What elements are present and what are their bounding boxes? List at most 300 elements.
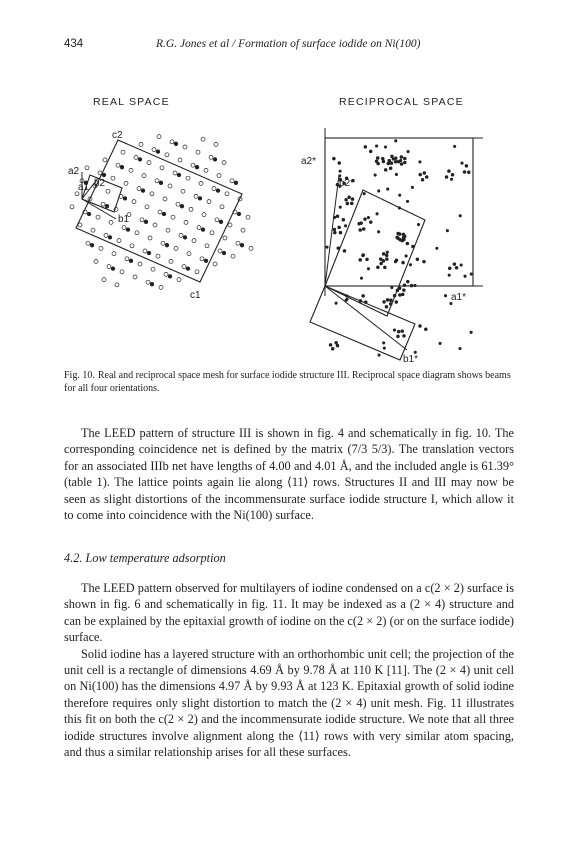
beam-spot [385,258,388,261]
beam-spot [383,347,385,349]
beam-spot [333,231,336,234]
beam-spot [333,228,336,231]
lattice-point [201,137,205,141]
lattice-point [225,192,229,196]
beam-spot [339,170,341,172]
beam-spot [339,231,342,234]
iodine-atom [129,259,133,263]
beam-spot [421,178,424,181]
beam-spot [387,188,389,190]
beam-spot [346,298,348,300]
lattice-point [241,228,245,232]
iodine-atom [174,142,178,146]
beam-spot [405,255,407,257]
real-space-title: REAL SPACE [93,96,170,108]
beam-spot [450,178,452,180]
lattice-point [142,174,146,178]
beam-spot [402,261,405,264]
beam-spot [369,221,372,224]
iodine-atom [201,228,205,232]
lattice-point [179,233,183,237]
beam-spot [406,242,409,245]
beam-spot [393,329,395,331]
beam-spot [376,157,379,160]
lattice-point [140,218,144,222]
beam-spot [459,347,461,349]
beam-spot [406,200,408,202]
label-b1: b1 [118,214,130,225]
beam-spot [417,223,419,225]
lattice-point [182,265,186,269]
beam-spot [403,334,406,337]
paragraph-solid-iodine: Solid iodine has a layered structure with an orthorhombic unit cell; the projection of the unit cell is a rectangle of dimensions 4.69 Å by 9.78 Å at 110 K [11]. The (2 × 4) unit cell on Ni(100) has the dimensions 4.97 Å by 9.93 Å at 123 K. Epitaxial growth of solid iodine therefore requires only slight distortion to match the (2 × 4) unit mesh. Fig. 11 illustrates this fit on both the c(2 × 2) and the incommensurate iodide structure. We note that all three iodide structures involve alignment along the ⟨11⟩ rows with very similar atom spacing, and thus a similar relationship arises for all these surfaces. [64,646,514,760]
beam-spot [391,286,393,288]
lattice-point [218,249,222,253]
iodine-atom [195,165,199,169]
beam-spot [350,202,353,205]
beam-spot [362,228,365,231]
figure-caption [64,369,514,395]
iodine-atom [180,204,184,208]
lattice-point [220,205,224,209]
lattice-point [91,228,95,232]
beam-spot [444,295,446,297]
beam-spot [464,275,466,277]
beam-spot [401,293,404,296]
beam-spot [378,354,380,356]
lattice-point [116,163,120,167]
beam-spot [376,266,379,269]
body-section-2 [64,580,514,760]
lattice-point [101,202,105,206]
beam-spot [374,174,376,176]
lattice-point [159,285,163,289]
beam-spot [395,173,397,175]
beam-spot [380,262,383,265]
beam-spot [397,237,400,240]
beam-spot [406,280,409,283]
lattice-point [107,265,111,269]
lattice-point [186,176,190,180]
lattice-point [148,236,152,240]
lattice-point [147,161,151,165]
beam-spot [346,202,349,205]
beam-spot [335,341,338,344]
iodine-atom [186,267,190,271]
beam-spot [470,273,472,275]
beam-spot [460,264,462,266]
lattice-point [214,142,218,146]
beam-spot [383,266,386,269]
real-space-diagram [70,120,260,300]
beam-spot [367,268,369,270]
lattice-point [236,241,240,245]
label-a1-star: a1* [451,292,467,303]
beam-spot [394,261,396,263]
beam-spot [383,300,386,303]
beam-spot [360,222,363,225]
beam-spot [467,171,470,174]
lattice-point [111,176,115,180]
iodine-atom [108,236,112,240]
lattice-point [157,135,161,139]
beam-spot [332,157,335,160]
beam-spot [453,263,456,266]
page-number: 434 [64,38,84,50]
beam-spot [455,266,458,269]
iodine-atom [126,228,130,232]
beam-spot [448,170,451,173]
beam-spot [345,198,348,201]
lattice-point [143,249,147,253]
iodine-atom [138,158,142,162]
lattice-point [196,150,200,154]
beam-spot [463,171,466,174]
beam-spot [461,162,463,164]
section-heading: 4.2. Low temperature adsorption [64,551,226,565]
paragraph-structure-iii: The LEED pattern of structure III is shown in fig. 4 and schematically in fig. 10. The corresponding coincidence net is defined by the matrix (7/3 5/3). The translation vectors for an associated IIIb net have lengths of 4.00 and 4.01 Å, and the included angle is 61.39° (table 1). The lattice points again lie along ⟨11⟩ rows. Structures II and III may now be seen as slight distortions of the incommensurate surface iodide structure I, which allow it to come into coincidence with the Ni(100) surface. [64,426,514,523]
paragraph-leed-multilayer: The LEED pattern observed for multilayers of iodine condensed on a c(2 × 2) surface is shown in fig. 6 and schematically in fig. 11. It may be indexed as a (2 × 4) structure and can be explained by the epitaxial growth of iodine on the c(2 × 2) (or on the surface iodide) surface. [64,581,514,645]
iodine-atom [147,251,151,255]
beam-spot [401,239,404,242]
lattice-point [150,192,154,196]
beam-spot [342,218,345,221]
beam-spot [381,157,384,160]
beam-spot [419,173,422,176]
label-a2: a2 [68,166,80,177]
lattice-point [94,259,98,263]
lattice-point [215,218,219,222]
beam-spot [402,289,405,292]
beam-spot [351,198,354,201]
beam-spot [331,347,334,350]
beam-spot [424,328,427,331]
beam-spot [401,330,404,333]
iodine-atom [204,259,208,263]
beam-spot [362,254,364,256]
beam-spot [391,155,394,158]
beam-spot [375,160,378,163]
beam-spot [348,196,351,199]
beam-spot [364,218,367,221]
iodine-atom [123,197,127,201]
beam-spot [400,156,403,159]
lattice-point [161,241,165,245]
iodine-atom [144,220,148,224]
beam-spot [362,295,365,298]
beam-spot [445,176,448,179]
caption-text: Real and reciprocal space mesh for surface iodide structure III. Reciprocal space diagram shows beams for all four orientations. [64,370,511,394]
iodine-atom [111,267,115,271]
lattice-point [183,145,187,149]
beam-spot [446,229,448,231]
iodine-atom [150,282,154,286]
beam-spot [378,190,380,192]
lattice-point [249,246,253,250]
beam-spot [436,247,438,249]
beam-spot [375,145,377,147]
lattice-point [223,236,227,240]
lattice-point [174,246,178,250]
page-header [64,38,514,54]
beam-spot [376,213,378,215]
lattice-point [178,158,182,162]
lattice-point [115,283,119,287]
lattice-point [199,181,203,185]
beam-spot [363,192,365,194]
lattice-point [205,244,209,248]
beam-spot [459,215,461,217]
beam-spot [389,299,392,302]
beam-spot [399,194,401,196]
lattice-point [170,140,174,144]
lattice-point [230,179,234,183]
lattice-point [156,254,160,258]
beam-spot [425,176,428,179]
lattice-point [189,207,193,211]
caption-number: Fig. 10. [64,370,95,381]
beam-spot [392,158,394,160]
lattice-point [212,187,216,191]
label-c1: c1 [190,290,201,301]
beam-spot [364,145,367,148]
lattice-point [246,215,250,219]
beam-spot [343,249,346,252]
beam-spot [387,162,390,165]
iodine-atom [213,158,217,162]
lattice-point [163,197,167,201]
iodine-atom [162,212,166,216]
beam-spot [369,150,372,153]
lattice-point [209,155,213,159]
beam-spot [359,258,362,261]
beam-spot [451,173,454,176]
iodine-atom [183,236,187,240]
beam-spot [385,305,388,308]
lattice-point [86,241,90,245]
iodine-atom [141,189,145,193]
lattice-point [164,272,168,276]
lattice-point [120,270,124,274]
beam-spot [397,330,400,333]
lattice-point [153,223,157,227]
iodine-atom [168,275,172,279]
beam-spot [395,140,397,142]
reciprocal-beam-spots [326,140,473,357]
iodine-atom [90,243,94,247]
lattice-point [96,215,100,219]
lattice-point [187,252,191,256]
beam-spot [390,162,393,165]
iodine-atom [219,220,223,224]
beam-spot [336,344,339,347]
beam-spot [339,206,341,208]
lattice-point [135,231,139,235]
real-lattice-points [70,135,253,290]
beam-spot [394,160,397,163]
lattice-point [122,226,126,230]
lattice-point [200,257,204,261]
beam-spot [403,235,406,238]
beam-spot [382,259,385,262]
lattice-point [194,194,198,198]
lattice-point [99,246,103,250]
lattice-point [213,262,217,266]
beam-spot [388,159,391,162]
beam-spot [419,325,422,328]
beam-spot [384,146,386,148]
lattice-point [155,179,159,183]
label-b2-star: b2* [339,178,355,189]
lattice-point [166,228,170,232]
iodine-atom [216,189,220,193]
lattice-point [197,226,201,230]
reciprocal-space-title: RECIPROCAL SPACE [339,96,464,108]
reciprocal-space-diagram [295,120,495,368]
lattice-point [158,210,162,214]
beam-spot [344,225,346,227]
lattice-point [151,267,155,271]
beam-spot [423,172,426,175]
lattice-point [109,220,113,224]
body-section-1 [64,425,514,523]
lattice-point [195,270,199,274]
beam-spot [366,258,369,261]
beam-spot [439,342,441,344]
beam-spot [385,254,388,257]
beam-spot [338,226,341,229]
beam-spot [386,251,388,253]
lattice-point [231,254,235,258]
lattice-point [204,168,208,172]
beam-spot [384,169,387,172]
beam-spot [403,161,406,164]
lattice-point [192,239,196,243]
lattice-point [104,233,108,237]
beam-spot [395,301,398,304]
lattice-point [228,223,232,227]
iodine-atom [102,173,106,177]
label-c2: c2 [112,130,123,141]
lattice-point [112,252,116,256]
beam-spot [448,267,451,270]
lattice-point [106,189,110,193]
lattice-point [125,257,129,261]
lattice-point [217,174,221,178]
beam-spot [397,335,400,338]
lattice-point [184,220,188,224]
iodine-atom [177,173,181,177]
label-b2: b2 [94,178,106,189]
beam-spot [453,145,455,147]
iodine-atom [159,181,163,185]
beam-spot [335,302,337,304]
lattice-point [85,166,89,170]
beam-spot [382,342,384,344]
lattice-point [129,168,133,172]
label-a2-star: a2* [301,156,317,167]
label-b1-star: b1* [403,354,419,365]
lattice-point [222,161,226,165]
beam-spot [329,343,332,346]
iodine-atom [237,212,241,216]
beam-spot [382,160,385,163]
beam-spot [448,274,450,276]
lattice-point [124,181,128,185]
beam-spot [386,298,389,301]
beam-spot [409,264,411,266]
lattice-point [139,142,143,146]
lattice-point [177,278,181,282]
beam-spot [367,216,369,218]
lattice-point [168,184,172,188]
lattice-point [171,215,175,219]
lattice-point [181,189,185,193]
lattice-point [146,280,150,284]
iodine-atom [165,243,169,247]
lattice-point [133,275,137,279]
lattice-point [121,150,125,154]
lattice-point [117,239,121,243]
iodine-atom [87,212,91,216]
lattice-point [207,200,211,204]
beam-spot [465,164,468,167]
beam-spot [398,233,401,236]
lattice-point [165,153,169,157]
lattice-point [138,262,142,266]
lattice-point [130,244,134,248]
beam-spot [394,157,397,160]
beam-spot [416,258,419,261]
beam-spot [382,252,385,255]
beam-spot [423,260,426,263]
lattice-point [102,278,106,282]
lattice-point [191,163,195,167]
beam-spot [398,294,401,297]
lattice-point [134,155,138,159]
beam-spot [360,277,362,279]
lattice-point [160,166,164,170]
label-a1: a1 [78,182,90,193]
iodine-atom [105,204,109,208]
beam-spot [470,331,472,333]
beam-spot [419,161,421,163]
iodine-atom [120,165,124,169]
beam-spot [338,162,341,165]
beam-spot [336,215,339,218]
beam-spot [377,231,379,233]
lattice-point [152,148,156,152]
lattice-point [176,202,180,206]
beam-spot [326,246,328,248]
iodine-atom [234,181,238,185]
beam-spot [411,186,413,188]
iodine-atom [222,251,226,255]
iodine-atom [198,197,202,201]
beam-spot [359,229,362,232]
iodine-atom [156,150,160,154]
lattice-point [202,213,206,217]
beam-spot [379,258,382,261]
iodine-atom [240,243,244,247]
lattice-point [169,259,173,263]
lattice-point [145,205,149,209]
lattice-point [210,231,214,235]
beam-spot [403,157,406,160]
beam-spot [407,150,409,152]
beam-spot [389,167,392,170]
lattice-point [173,171,177,175]
